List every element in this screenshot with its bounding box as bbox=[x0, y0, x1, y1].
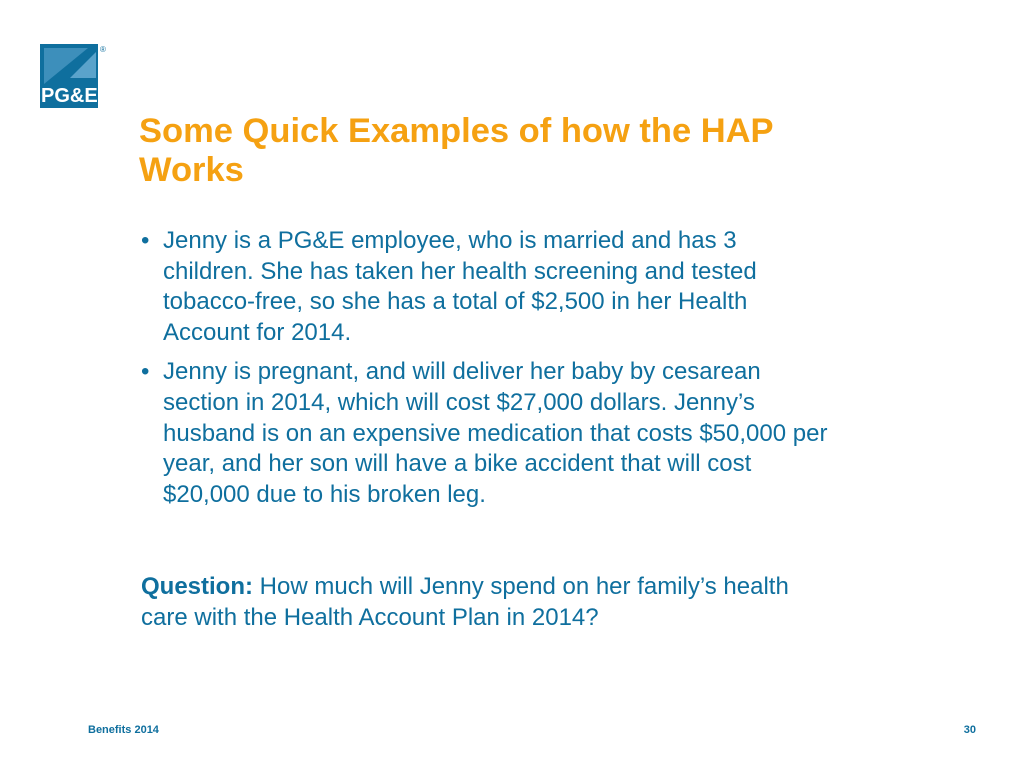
bullet-1-line-4: Account for 2014. bbox=[163, 318, 352, 346]
pge-logo bbox=[40, 44, 112, 108]
bullet-1-line-2: children. She has taken her health screening and tested bbox=[163, 257, 757, 285]
bullet-item-2 bbox=[141, 357, 971, 510]
bullet-list bbox=[141, 226, 971, 519]
bullet-2-line-4: year, and her son will have a bike accident that will cost bbox=[163, 450, 752, 478]
question-block bbox=[141, 572, 971, 633]
bullet-1-line-1: Jenny is a PG&E employee, who is married and has 3 bbox=[163, 227, 737, 254]
question-line-2: care with the Health Account Plan in 2014? bbox=[141, 603, 599, 631]
slide-title bbox=[139, 112, 959, 190]
page-number: 30 bbox=[963, 724, 976, 736]
slide-title-line-2: Works bbox=[139, 151, 244, 189]
bullet-item-1 bbox=[141, 226, 971, 348]
registered-mark: ® bbox=[100, 45, 106, 54]
bullet-2-line-5: $20,000 due to his broken leg. bbox=[163, 480, 486, 508]
bullet-dot: • bbox=[141, 358, 150, 386]
bullet-2-line-3: husband is on an expensive medication that costs $50,000 per bbox=[163, 419, 828, 447]
bullet-dot: • bbox=[141, 227, 150, 254]
bullet-2-line-1: Jenny is pregnant, and will deliver her baby by cesarean bbox=[163, 358, 761, 386]
question-line-1 bbox=[141, 572, 971, 603]
footer-label: Benefits 2014 bbox=[88, 724, 159, 736]
bullet-2-line-2: section in 2014, which will cost $27,000 dollars. Jenny’s bbox=[163, 388, 755, 416]
bullet-1-line-3: tobacco-free, so she has a total of $2,500 in her Health bbox=[163, 288, 748, 316]
slide-title-line-1: Some Quick Examples of how the HAP bbox=[139, 112, 774, 150]
question-text-1: How much will Jenny spend on her family’s health bbox=[253, 573, 789, 600]
logo-text: PG&E bbox=[41, 85, 98, 107]
question-label: Question: bbox=[141, 573, 253, 600]
